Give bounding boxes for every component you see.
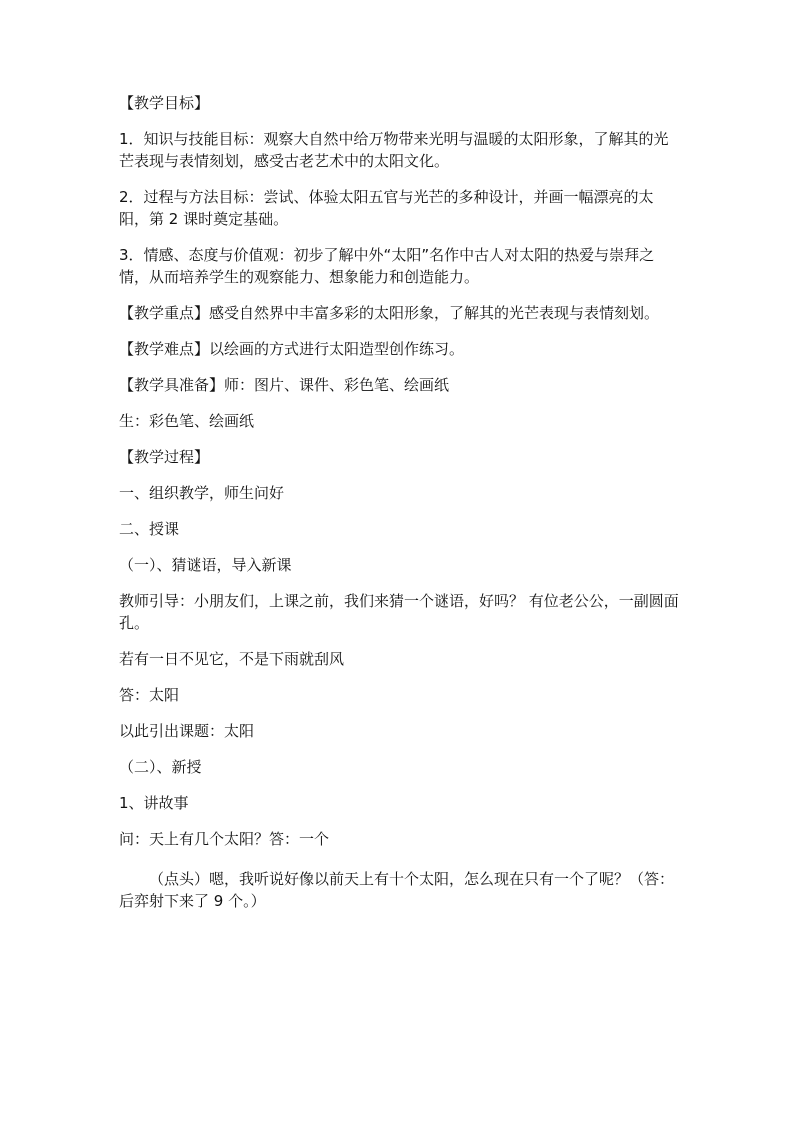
objective-knowledge-skills: 1．知识与技能目标：观察大自然中给万物带来光明与温暖的太阳形象，了解其的光芒表现与表情刻划，感受古老艺术中的太阳文化。 bbox=[119, 130, 669, 170]
step-organize-class: 一、组织教学，师生问好 bbox=[119, 484, 285, 502]
step-lecture: 二、授课 bbox=[119, 520, 180, 538]
teacher-guidance-riddle: 教师引导：小朋友们，上课之前，我们来猜一个谜语，好吗？ 有位老公公，一副圆面孔。 bbox=[119, 592, 679, 632]
document-body bbox=[119, 92, 679, 912]
objective-emotion-values: 3．情感、态度与价值观：初步了解中外“太阳”名作中古人对太阳的热爱与崇拜之情，从而培养学生的观察能力、想象能力和创造能力。 bbox=[119, 246, 655, 286]
heading-teaching-process: 【教学过程】 bbox=[119, 448, 210, 466]
question-how-many-suns: 问：天上有几个太阳？答：一个 bbox=[119, 830, 330, 848]
objective-process-methods: 2．过程与方法目标：尝试、体验太阳五官与光芒的多种设计，并画一幅漂亮的太阳，第 2 课时奠定基础。 bbox=[119, 188, 654, 228]
teaching-materials-teacher: 【教学具准备】师：图片、课件、彩色笔、绘画纸 bbox=[119, 376, 450, 394]
heading-teaching-objectives: 【教学目标】 bbox=[119, 94, 210, 112]
story-ten-suns: （点头）嗯，我听说好像以前天上有十个太阳，怎么现在只有一个了呢？（答：后弈射下来了 9 个。） bbox=[119, 870, 675, 910]
riddle-line: 若有一日不见它，不是下雨就刮风 bbox=[119, 650, 345, 668]
riddle-answer: 答：太阳 bbox=[119, 686, 180, 704]
teaching-materials-student: 生：彩色笔、绘画纸 bbox=[119, 412, 255, 430]
teaching-key-points: 【教学重点】感受自然界中丰富多彩的太阳形象，了解其的光芒表现与表情刻划。 bbox=[119, 304, 660, 322]
lesson-topic-intro: 以此引出课题：太阳 bbox=[119, 722, 255, 740]
substep-riddle-intro: （一）、猜谜语，导入新课 bbox=[119, 556, 292, 574]
teaching-difficulties: 【教学难点】以绘画的方式进行太阳造型创作练习。 bbox=[119, 340, 465, 358]
storytelling-item: 1、讲故事 bbox=[119, 794, 189, 812]
substep-new-lesson: （二）、新授 bbox=[119, 758, 202, 776]
